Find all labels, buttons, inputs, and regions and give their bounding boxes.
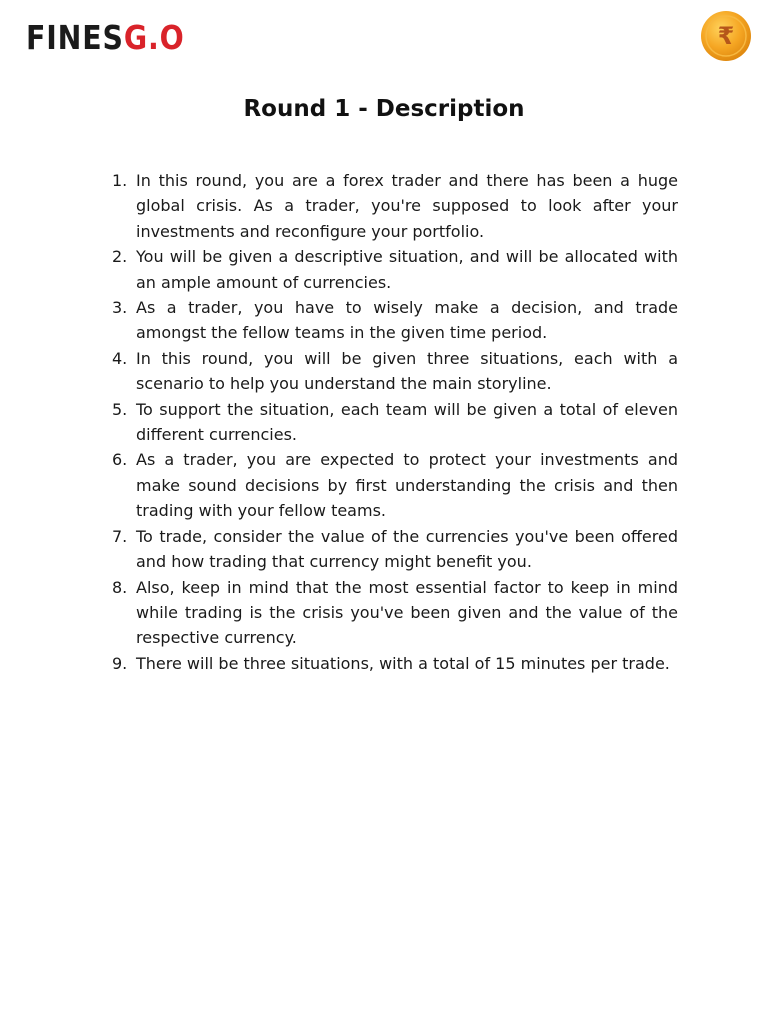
list-item-number: 5. <box>112 399 128 419</box>
list-item-number: 9. <box>112 653 128 673</box>
list-item <box>108 651 678 676</box>
list-item-number: 3. <box>112 298 128 318</box>
list-item <box>108 168 678 244</box>
list-item <box>108 346 678 397</box>
list-item-number: 4. <box>112 348 128 368</box>
list-item-number: 8. <box>112 577 128 597</box>
page-title: Round 1 - Description <box>243 96 525 122</box>
list-item-text: You will be given a descriptive situation, and will be allocated with an ample amount of currencies. <box>136 247 678 292</box>
logo-text-main: FINES <box>26 18 124 57</box>
list-item-text: In this round, you will be given three situations, each with a scenario to help you understand the main storyline. <box>136 348 678 394</box>
list-item <box>108 397 678 448</box>
list-item <box>108 244 678 295</box>
list-item-text: As a trader, you are expected to protect your investments and make sound decisions by first understanding the crisis and then trading with your fellow teams. <box>136 450 678 521</box>
list-item-number: 1. <box>112 171 128 190</box>
list-item-text: Also, keep in mind that the most essential factor to keep in mind while trading is the crisis you've been given and the value of the respective currency. <box>136 577 678 648</box>
rupee-coin-icon <box>700 10 752 62</box>
logo-text-accent: G.O <box>123 18 185 57</box>
list-item-number: 6. <box>112 450 128 470</box>
list-item-text: In this round, you are a forex trader and there has been a huge global crisis. As a trader, you're supposed to look after your investments and reconfigure your portfolio. <box>136 171 678 241</box>
list-item-text: There will be three situations, with a total of 15 minutes per trade. <box>136 653 670 673</box>
list-item <box>108 295 678 346</box>
finesgo-logo <box>26 18 185 58</box>
list-item-text: To trade, consider the value of the currencies you've been offered and how trading that currency might benefit you. <box>136 526 678 572</box>
coin-symbol: ₹ <box>717 22 735 50</box>
instructions-list <box>108 168 678 676</box>
list-item-number: 7. <box>112 526 128 546</box>
list-item-text: To support the situation, each team will be given a total of eleven different currencies. <box>136 399 678 445</box>
list-item <box>108 447 678 523</box>
list-item-text: As a trader, you have to wisely make a decision, and trade amongst the fellow teams in the given time period. <box>136 298 678 343</box>
list-item <box>108 575 678 651</box>
list-item-number: 2. <box>112 247 128 267</box>
list-item <box>108 524 678 575</box>
